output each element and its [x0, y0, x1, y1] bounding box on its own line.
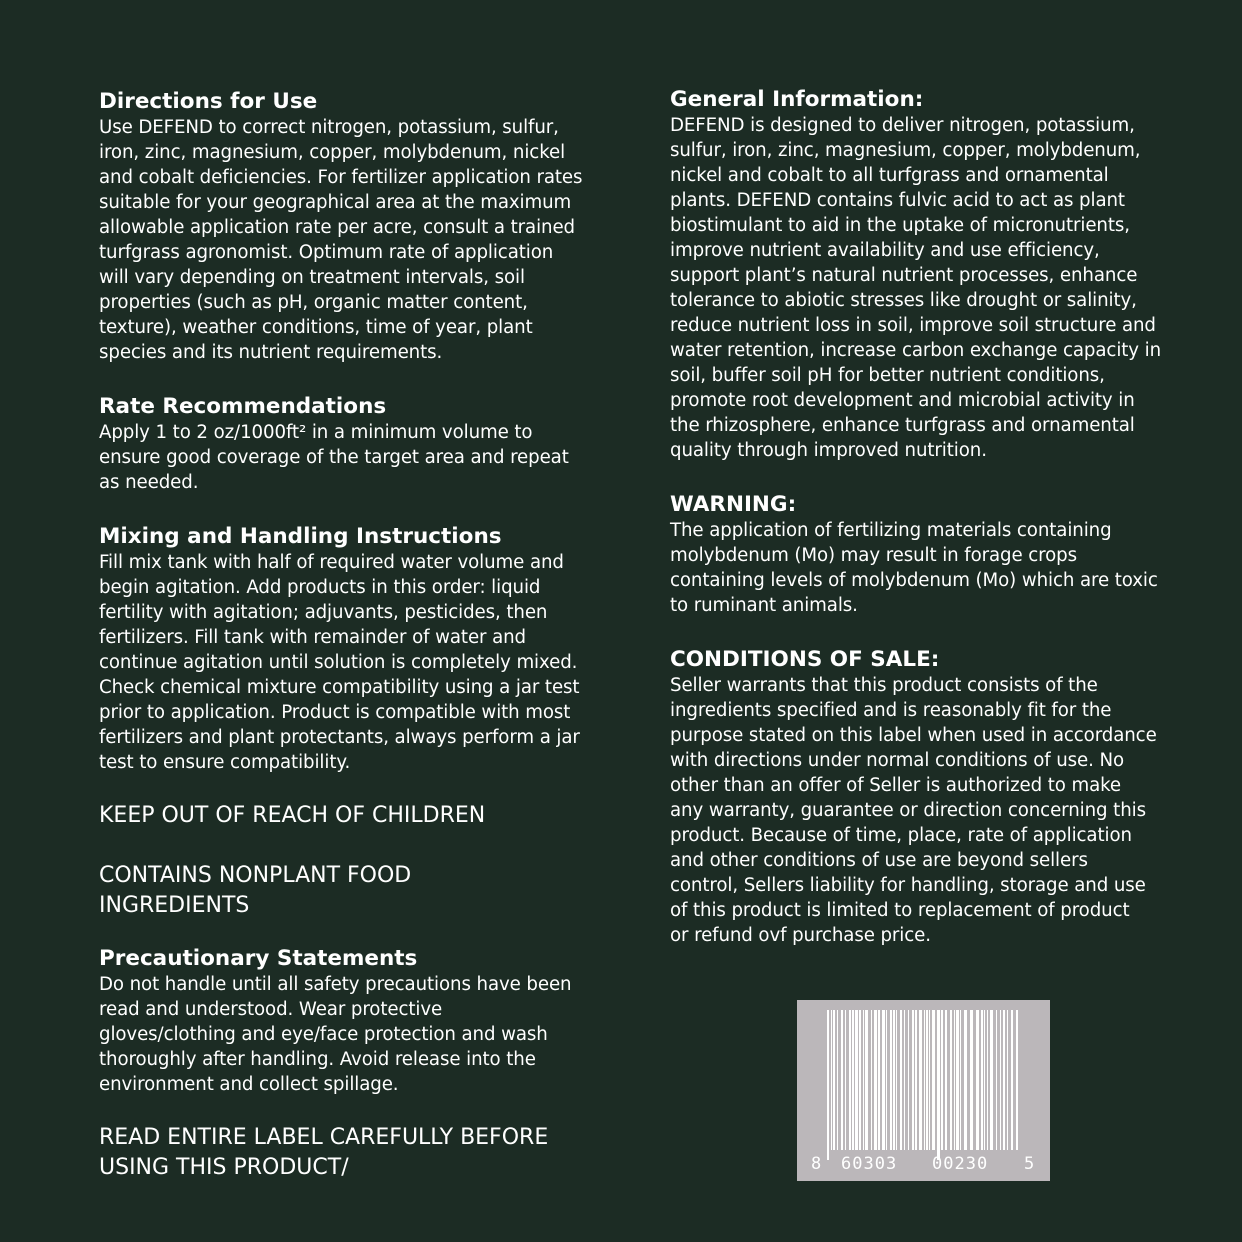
text-line: the rhizosphere, enhance turfgrass and ornamental — [670, 415, 1135, 436]
section-general — [670, 86, 1190, 463]
text-line: DEFEND is designed to deliver nitrogen, potassium, — [670, 115, 1135, 136]
text-line: ingredients specified and is reasonably fit for the — [670, 700, 1112, 721]
barcode-bar — [1007, 1010, 1008, 1150]
text-line: and cobalt deficiencies. For fertilizer application rates — [99, 167, 583, 188]
barcode-bar — [904, 1010, 905, 1150]
barcode-bar — [924, 1010, 925, 1150]
barcode-bar — [919, 1010, 922, 1150]
general-body — [670, 113, 1190, 463]
barcode-bar — [932, 1010, 935, 1150]
text-line: properties (such as pH, organic matter content, — [99, 292, 528, 313]
precaution-body — [99, 972, 614, 1097]
text-line: INGREDIENTS — [99, 893, 250, 918]
barcode-bar — [886, 1010, 887, 1150]
text-line: iron, zinc, magnesium, copper, molybdenum, nickel — [99, 142, 566, 163]
text-line: molybdenum (Mo) may result in forage crops — [670, 545, 1077, 566]
text-line: plants. DEFEND contains fulvic acid to act as plant — [670, 190, 1125, 211]
text-line: reduce nutrient loss in soil, improve soil structure and — [670, 315, 1156, 336]
directions-title: Directions for Use — [99, 89, 318, 114]
barcode-left-group: 60303 — [841, 1154, 898, 1174]
rate-title: Rate Recommendations — [99, 394, 387, 419]
precaution-title: Precautionary Statements — [99, 946, 418, 971]
barcode-bar — [941, 1010, 943, 1150]
barcode-bar — [937, 1010, 940, 1160]
text-line: thoroughly after handling. Avoid release into the — [99, 1049, 536, 1070]
barcode-graphic — [797, 1000, 1050, 1181]
warning-title: WARNING: — [670, 492, 797, 517]
barcode-bar — [1016, 1010, 1018, 1150]
section-conditions — [670, 646, 1190, 948]
text-line: Do not handle until all safety precautions have been — [99, 974, 572, 995]
section-rate — [99, 393, 614, 495]
barcode-bar — [1011, 1010, 1013, 1150]
barcode-bar — [984, 1010, 985, 1150]
conditions-title: CONDITIONS OF SALE: — [670, 647, 940, 672]
barcode-bar — [863, 1010, 864, 1150]
text-line: improve nutrient availability and use efficiency, — [670, 240, 1100, 261]
barcode-bar — [831, 1010, 832, 1150]
keep-out-warning: KEEP OUT OF REACH OF CHILDREN — [99, 803, 486, 828]
text-line: sulfur, iron, zinc, magnesium, copper, molybdenum, — [670, 140, 1141, 161]
text-line: containing levels of molybdenum (Mo) which are toxic — [670, 570, 1158, 591]
barcode-bar — [893, 1010, 895, 1150]
barcode-first-digit: 8 — [811, 1154, 822, 1174]
barcode-bar — [950, 1010, 952, 1150]
barcode-bar — [852, 1010, 854, 1150]
text-line: test to ensure compatibility. — [99, 752, 351, 773]
text-line: allowable application rate per acre, consult a trained — [99, 217, 575, 238]
text-line: will vary depending on treatment intervals, soil — [99, 267, 525, 288]
text-line: Use DEFEND to correct nitrogen, potassium, sulfur, — [99, 117, 559, 138]
barcode-bar — [964, 1010, 967, 1150]
barcode-bar — [954, 1010, 955, 1150]
barcode-bar — [996, 1010, 997, 1150]
text-line: ensure good coverage of the target area and repeat — [99, 447, 569, 468]
barcode-bar — [960, 1010, 961, 1150]
text-line: Check chemical mixture compatibility using a jar test — [99, 677, 580, 698]
barcode-bar — [1000, 1010, 1001, 1150]
text-line: READ ENTIRE LABEL CAREFULLY BEFORE — [99, 1125, 549, 1150]
text-line: Apply 1 to 2 oz/1000ft² in a minimum volume to — [99, 422, 533, 443]
text-line: nickel and cobalt to all turfgrass and ornamental — [670, 165, 1109, 186]
text-line: control, Sellers liability for handling, storage and use — [670, 875, 1146, 896]
text-line: Seller warrants that this product consists of the — [670, 675, 1098, 696]
text-line: biostimulant to aid in the uptake of micronutrients, — [670, 215, 1130, 236]
text-line: read and understood. Wear protective — [99, 999, 443, 1020]
text-line: gloves/clothing and eye/face protection and wash — [99, 1024, 548, 1045]
barcode-bar — [990, 1010, 993, 1150]
barcode-bar — [855, 1010, 858, 1150]
text-line: begin agitation. Add products in this order: liquid — [99, 577, 541, 598]
barcode-bar — [926, 1010, 928, 1150]
text-line: Fill mix tank with half of required water volume and — [99, 552, 564, 573]
text-line: environment and collect spillage. — [99, 1074, 399, 1095]
section-warning — [670, 491, 1190, 618]
text-line: fertility with agitation; adjuvants, pesticides, then — [99, 602, 548, 623]
text-line: species and its nutrient requirements. — [99, 342, 443, 363]
barcode-bar — [890, 1010, 892, 1150]
text-line: as needed. — [99, 472, 199, 493]
text-line: texture), weather conditions, time of year, plant — [99, 317, 533, 338]
barcode-bar — [874, 1010, 877, 1150]
text-line: CONTAINS NONPLANT FOOD — [99, 863, 412, 888]
barcode-bar — [845, 1010, 846, 1150]
barcode-bar — [827, 1010, 829, 1160]
barcode-bar — [878, 1010, 880, 1150]
mixing-title: Mixing and Handling Instructions — [99, 524, 502, 549]
general-title: General Information: — [670, 87, 924, 112]
section-directions — [99, 88, 614, 365]
text-line: water retention, increase carbon exchange capacity in — [670, 340, 1162, 361]
text-line: of this product is limited to replacement of product — [670, 900, 1130, 921]
text-line: fertilizers and plant protectants, always perform a jar — [99, 727, 580, 748]
text-line: to ruminant animals. — [670, 595, 858, 616]
barcode-bar — [833, 1010, 835, 1150]
mixing-body — [99, 550, 614, 775]
barcode-bar — [900, 1010, 902, 1150]
text-line: promote root development and microbial activity in — [670, 390, 1135, 411]
text-line: prior to application. Product is compatible with most — [99, 702, 571, 723]
text-line: any warranty, guarantee or direction concerning this — [670, 800, 1146, 821]
barcode-bar — [912, 1010, 914, 1150]
text-line: continue agitation until solution is completely mixed. — [99, 652, 578, 673]
barcode-bar — [987, 1010, 988, 1150]
text-line: with directions under normal conditions of use. No — [670, 750, 1125, 771]
text-line: The application of fertilizing materials containing — [670, 520, 1112, 541]
barcode — [797, 1000, 1050, 1181]
right-column — [670, 86, 1190, 948]
barcode-bar — [970, 1010, 973, 1150]
section-precaution — [99, 945, 614, 1097]
directions-body — [99, 115, 614, 365]
barcode-bar — [929, 1010, 930, 1150]
text-line: USING THIS PRODUCT/ — [99, 1155, 349, 1180]
barcode-bar — [865, 1010, 868, 1150]
text-line: support plant’s natural nutrient processes, enhance — [670, 265, 1138, 286]
text-line: product. Because of time, place, rate of application — [670, 825, 1132, 846]
text-line: soil, buffer soil pH for better nutrient conditions, — [670, 365, 1105, 386]
read-label-notice — [99, 1123, 614, 1183]
text-line: purpose stated on this label when used in accordance — [670, 725, 1157, 746]
barcode-bar — [1003, 1010, 1005, 1150]
text-line: turfgrass agronomist. Optimum rate of application — [99, 242, 554, 263]
barcode-bar — [859, 1010, 861, 1150]
barcode-bar — [896, 1010, 897, 1150]
text-line: quality through improved nutrition. — [670, 440, 987, 461]
barcode-bar — [871, 1010, 872, 1150]
section-mixing — [99, 523, 614, 775]
barcode-right-group: 00230 — [932, 1154, 989, 1174]
conditions-body — [670, 673, 1190, 948]
barcode-last-digit: 5 — [1024, 1154, 1035, 1174]
left-column — [99, 88, 614, 1183]
barcode-bar — [945, 1010, 947, 1150]
barcode-bar — [981, 1010, 983, 1150]
text-line: tolerance to abiotic stresses like drought or salinity, — [670, 290, 1137, 311]
barcode-bar — [976, 1010, 979, 1150]
barcode-bar — [915, 1010, 917, 1150]
rate-body — [99, 420, 614, 495]
text-line: suitable for your geographical area at the maximum — [99, 192, 572, 213]
warning-body — [670, 518, 1190, 618]
barcode-bar — [908, 1010, 909, 1150]
text-line: fertilizers. Fill tank with remainder of water and — [99, 627, 527, 648]
barcode-bar — [837, 1010, 838, 1150]
barcode-bar — [882, 1010, 885, 1150]
text-line: or refund ovf purchase price. — [670, 925, 931, 946]
barcode-bar — [849, 1010, 851, 1150]
nonplant-notice — [99, 861, 614, 921]
barcode-bar — [956, 1010, 959, 1150]
barcode-bar — [841, 1010, 843, 1150]
text-line: other than an offer of Seller is authorized to make — [670, 775, 1122, 796]
text-line: and other conditions of use are beyond sellers — [670, 850, 1088, 871]
